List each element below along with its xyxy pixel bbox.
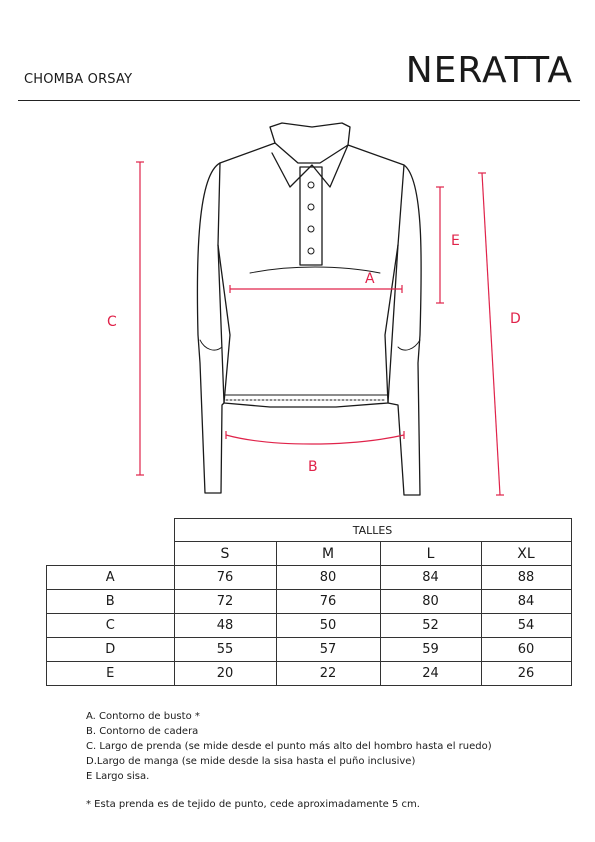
button-3 xyxy=(308,226,314,232)
collar xyxy=(270,123,350,187)
table-cell: 84 xyxy=(481,590,571,614)
row-label: B xyxy=(47,590,175,614)
product-name: CHOMBA ORSAY xyxy=(24,72,133,87)
button-4 xyxy=(308,248,314,254)
table-cell: 60 xyxy=(481,638,571,662)
table-cell: 22 xyxy=(276,662,380,686)
measurement-notes xyxy=(86,709,492,784)
button-2 xyxy=(308,204,314,210)
table-cell: 72 xyxy=(174,590,276,614)
row-label: E xyxy=(47,662,175,686)
row-label: D xyxy=(47,638,175,662)
button-1 xyxy=(308,182,314,188)
label-b: B xyxy=(308,459,318,475)
table-row xyxy=(47,566,572,590)
table-header-row xyxy=(47,542,572,566)
table-cell: 26 xyxy=(481,662,571,686)
table-cell: 48 xyxy=(174,614,276,638)
table-cell: 52 xyxy=(380,614,481,638)
table-row xyxy=(47,662,572,686)
table-cell: 80 xyxy=(276,566,380,590)
table-title-row xyxy=(47,519,572,542)
table-cell: 54 xyxy=(481,614,571,638)
garment-diagram xyxy=(0,105,595,515)
row-label: C xyxy=(47,614,175,638)
size-table xyxy=(46,518,572,686)
table-row xyxy=(47,638,572,662)
table-cell: 88 xyxy=(481,566,571,590)
size-header-l: L xyxy=(380,542,481,566)
table-title: TALLES xyxy=(174,519,571,542)
label-a: A xyxy=(365,271,375,287)
size-header-xl: XL xyxy=(481,542,571,566)
left-sleeve xyxy=(197,163,224,493)
label-e: E xyxy=(451,233,460,249)
table-cell: 55 xyxy=(174,638,276,662)
note-a: A. Contorno de busto * xyxy=(86,711,200,722)
table-cell: 59 xyxy=(380,638,481,662)
size-header-m: M xyxy=(276,542,380,566)
label-c: C xyxy=(107,314,117,330)
table-row xyxy=(47,590,572,614)
table-cell: 20 xyxy=(174,662,276,686)
table-cell: 24 xyxy=(380,662,481,686)
table-cell: 76 xyxy=(174,566,276,590)
table-cell: 50 xyxy=(276,614,380,638)
header-divider xyxy=(18,100,580,101)
row-label: A xyxy=(47,566,175,590)
note-e: E Largo sisa. xyxy=(86,771,150,782)
right-sleeve xyxy=(388,165,421,495)
table-row xyxy=(47,614,572,638)
note-d: D.Largo de manga (se mide desde la sisa hasta el puño inclusive) xyxy=(86,756,416,767)
table-cell: 76 xyxy=(276,590,380,614)
brand-logo: NERATTA xyxy=(405,50,573,91)
label-d: D xyxy=(510,311,521,327)
note-b: B. Contorno de cadera xyxy=(86,726,199,737)
footnote: * Esta prenda es de tejido de punto, cede aproximadamente 5 cm. xyxy=(86,799,420,810)
note-c: C. Largo de prenda (se mide desde el punto más alto del hombro hasta el ruedo) xyxy=(86,741,492,752)
table-cell: 80 xyxy=(380,590,481,614)
table-cell: 57 xyxy=(276,638,380,662)
table-cell: 84 xyxy=(380,566,481,590)
size-header-s: S xyxy=(174,542,276,566)
